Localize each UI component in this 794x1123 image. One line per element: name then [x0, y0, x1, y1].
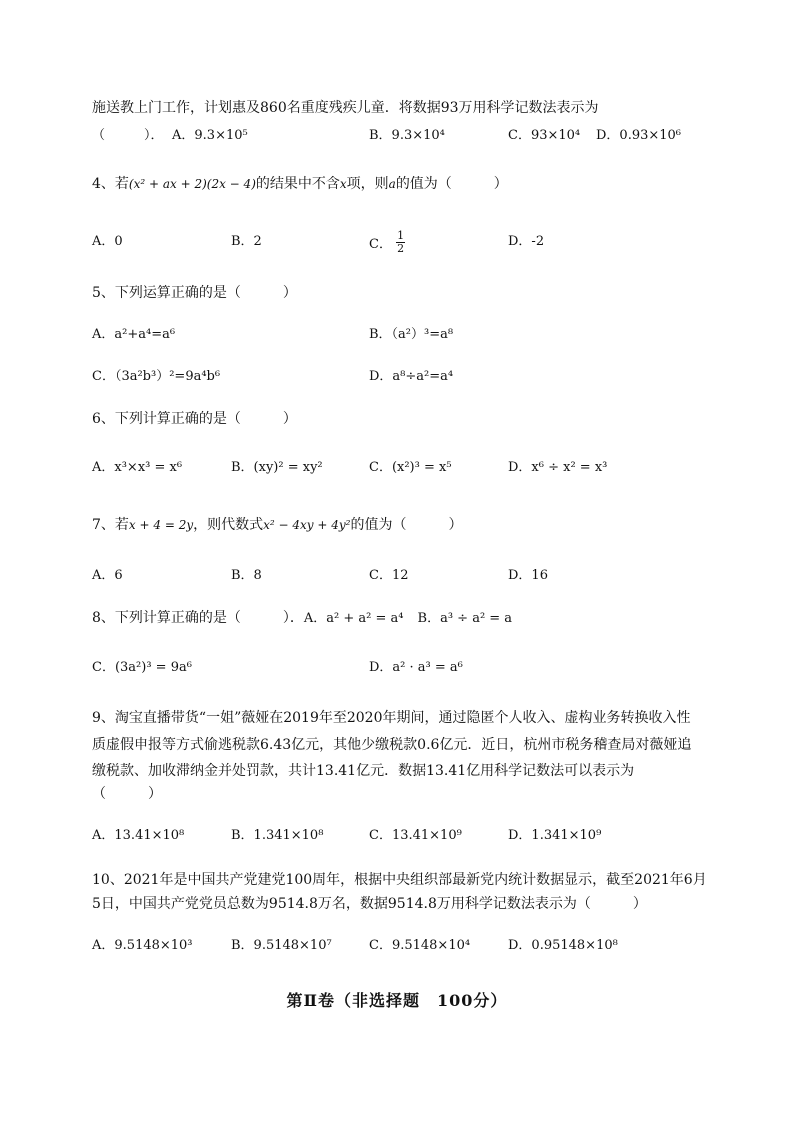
section-title: 第Ⅱ卷（非选择题 100分）: [286, 991, 508, 1010]
q7-option-c: C．12: [369, 568, 409, 583]
q9-option-b: B．1.341×10⁸: [231, 828, 324, 843]
q4-option-c: C． $\frac{1}{2}$: [369, 229, 405, 255]
q9-option-d: D．1.341×10⁹: [508, 828, 602, 843]
q9-line-3: 缴税款、加收滞纳金并处罚款，共计13.41亿元．数据13.41亿用科学记数法可以表示为: [92, 763, 635, 779]
q4-var-x: x: [339, 177, 347, 191]
q10-option-b: B．9.5148×10⁷: [231, 938, 332, 953]
q4-option-b: B．2: [231, 234, 262, 249]
q3-option-a: A．9.3×10⁵: [172, 128, 248, 143]
q7-stem: 7、若x + 4 = 2y，则代数式x² − 4xy + 4y²的值为（ ）: [92, 517, 463, 533]
q8-option-a: A．a² + a² = a⁴: [303, 611, 404, 626]
q6-option-d: D．x⁶ ÷ x² = x³: [508, 460, 608, 475]
q7-option-a: A．6: [92, 568, 123, 583]
q5-option-a: A．a²+a⁴=a⁶: [92, 327, 176, 342]
q7-option-b: B．8: [231, 568, 262, 583]
q9-option-c: C．13.41×10⁹: [369, 828, 462, 843]
q8-stem: 8、下列计算正确的是（ ）．A．a² + a² = a⁴ B．a³ ÷ a² = a: [92, 610, 513, 626]
q10-option-a: A．9.5148×10³: [92, 938, 193, 953]
q7-option-d: D．16: [508, 568, 548, 583]
q8-option-d: D．a² · a³ = a⁶: [369, 660, 463, 675]
q3-option-d: D．0.93×10⁶: [596, 128, 682, 143]
q3-stem: 施送教上门工作，计划惠及860名重度残疾儿童．将数据93万用科学记数法表示为: [92, 100, 599, 116]
q7-condition: x + 4 = 2y: [128, 518, 194, 532]
q4-var-a: a: [388, 177, 396, 191]
q10-line-1: 10、2021年是中国共产党建党100周年，根据中央组织部最新党内统计数据显示，截至2021年6月: [92, 872, 707, 888]
q10-option-d: D．0.95148×10⁸: [508, 938, 618, 953]
q10-option-c: C．9.5148×10⁴: [369, 938, 471, 953]
q8-option-b: B．a³ ÷ a² = a: [417, 611, 513, 626]
q9-option-a: A．13.41×10⁸: [92, 828, 185, 843]
q9-line-2: 质虚假申报等方式偷逃税款6.43亿元，其他少缴税款0.6亿元．近日，杭州市税务稽查局对薇娅追: [92, 737, 692, 753]
q3-option-c: C．93×10⁴: [508, 128, 581, 143]
q6-option-b: B．(xy)² = xy²: [231, 460, 323, 475]
q4-expression: (x² + ax + 2)(2x − 4): [128, 177, 256, 191]
q3-option-b: B．9.3×10⁴: [369, 128, 445, 143]
q6-option-c: C．(x²)³ = x⁵: [369, 460, 452, 475]
q5-option-c: C．（3a²b³）²=9a⁴b⁶: [92, 369, 221, 384]
q4-option-a: A．0: [92, 234, 123, 249]
q6-stem: 6、下列计算正确的是（ ）: [92, 411, 297, 427]
q8-option-c: C．(3a²)³ = 9a⁶: [92, 660, 192, 675]
q5-option-d: D．a⁸÷a²=a⁴: [369, 369, 454, 384]
q5-stem: 5、下列运算正确的是（ ）: [92, 285, 297, 301]
q3-blank: （ ）．: [92, 128, 164, 143]
q6-option-a: A．x³×x³ = x⁶: [92, 460, 183, 475]
q4-fraction: $\frac{1}{2}$: [397, 229, 405, 255]
q4-stem: 4、若(x² + ax + 2)(2x − 4)的结果中不含x项，则a的值为（ ）: [92, 176, 508, 192]
q9-line-1: 9、淘宝直播带货“一姐”薇娅在2019年至2020年期间，通过隐匿个人收入、虚构业务转换收入性: [92, 710, 691, 726]
q4-option-d: D．-2: [508, 234, 545, 249]
q7-expression: x² − 4xy + 4y²: [263, 518, 351, 532]
q5-option-b: B．（a²）³=a⁸: [369, 327, 454, 342]
q10-line-2: 5日，中国共产党党员总数为9514.8万名，数据9514.8万用科学记数法表示为（ ）: [92, 896, 647, 912]
q9-line-4: （ ）: [92, 786, 162, 802]
